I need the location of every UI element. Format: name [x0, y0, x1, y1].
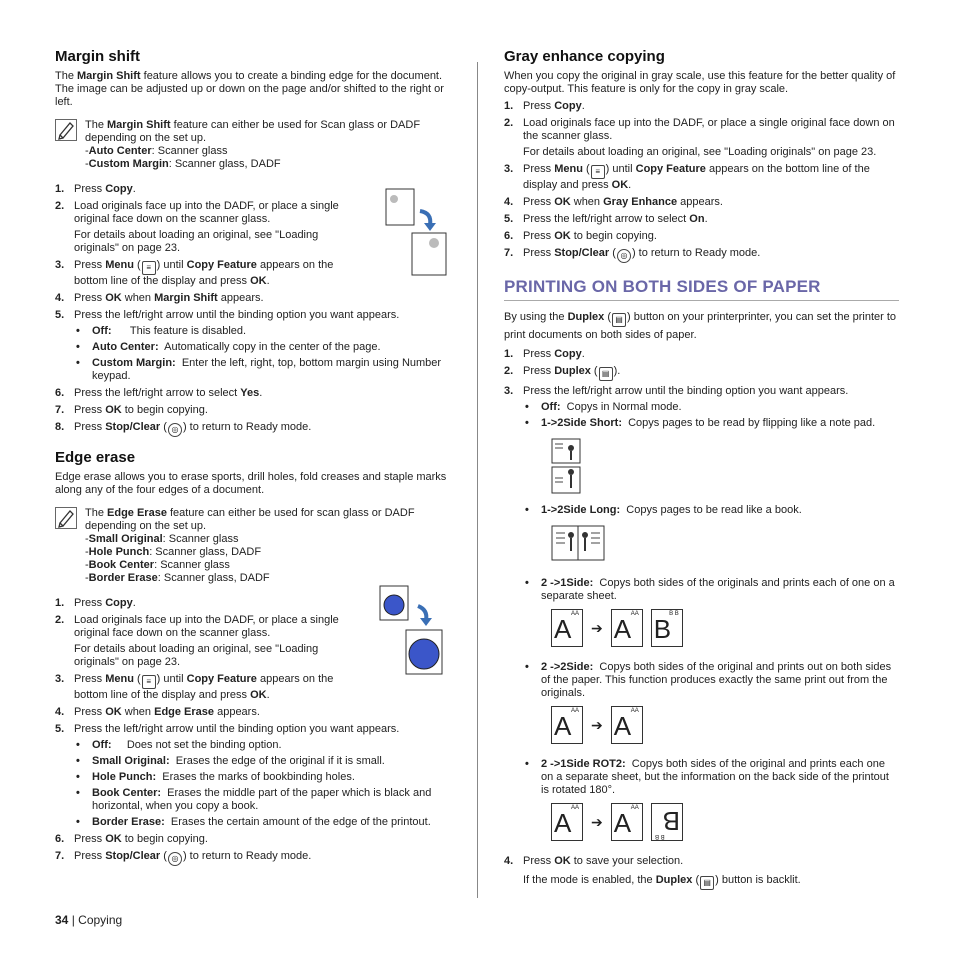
- edge-erase-intro: Edge erase allows you to erase sports, drill holes, fold creases and staple marks along any of the four edges of a document.: [55, 471, 447, 496]
- margin-shift-heading: Margin shift: [55, 48, 140, 65]
- margin-shift-illustration: [380, 183, 448, 277]
- menu-icon: ≡: [142, 261, 156, 275]
- list-item: 6. Press the left/right arrow to select Yes.: [55, 387, 263, 399]
- arrow-icon: ➔: [591, 813, 603, 830]
- list-item: 4. Press OK when Edge Erase appears.: [55, 706, 260, 718]
- option-item: • 2 ->1Side: Copys both sides of the originals and prints each of one on a separate sheet. A AA ➔ A AA B B B: [523, 577, 899, 647]
- right-column: [504, 48, 899, 894]
- list-item: 5. Press the left/right arrow to select On.: [504, 213, 708, 225]
- option-item: • Border Erase: Erases the certain amount of the edge of the printout.: [74, 816, 450, 829]
- list-item: 1. Press Copy.: [504, 100, 585, 112]
- list-item: 3. Press the left/right arrow until the binding option you want appears. • Off: Copys in Normal mode. • 1->2Side Short: Copys pages to be read by flipping like a note pad. • 1->2Side Long: Copys pages to be read like a book. • 2 ->1Side: Copys both sides of the originals and prints each of one on a separate sheet. A AA ➔ A AA B B B • 2 ->2Side: Copys both sides of the original and prints out on both sides of the paper. This function produces exactly the same print out from the originals. A AA ➔ A AA • 2 ->1Side ROT2: Copys both sides of the original and prints each one on a separate sheet, but the information on the back side of the printout is rotated 180°. A AA ➔ A AA B B B: [504, 385, 899, 841]
- menu-icon: ≡: [591, 165, 605, 179]
- list-item: 4. Press OK when Margin Shift appears.: [55, 292, 264, 304]
- option-item: • Off: Copys in Normal mode.: [523, 401, 899, 414]
- option-item: • Small Original: Erases the edge of the original if it is small.: [74, 755, 450, 768]
- gray-enhance-intro: When you copy the original in gray scale, use this feature for the better quality of copy-output. This feature is only for the copy in gray scale.: [504, 70, 896, 95]
- option-item: • Off: This feature is disabled.: [74, 325, 450, 338]
- margin-shift-intro: The Margin Shift feature allows you to create a binding edge for the document. The image can be adjusted up or down on the page and/or shifted to the right or left.: [55, 70, 444, 108]
- list-item: 5. Press the left/right arrow until the binding option you want appears. • Off: Does not set the binding option. • Small Original: Erases the edge of the original if it is small. • Hole Punch: Erases the marks of bookbinding holes. • Book Center: Erases the middle part of the paper which is black and horizontal, when you copy a book. • Border Erase: Erases the certain amount of the edge of the printout.: [55, 723, 450, 829]
- list-item: 2. Load originals face up into the DADF, or place a single original face down on the scanner glass. For details about loading an original, see "Loading originals" on page 23.: [55, 200, 339, 254]
- two-to-two-diagram: A AA ➔ A AA: [551, 706, 899, 744]
- duplex-heading: PRINTING ON BOTH SIDES OF PAPER: [504, 277, 899, 301]
- option-item: • Auto Center: Automatically copy in the center of the page.: [74, 341, 450, 354]
- list-item: 2. Press Duplex ( ▤ ).: [504, 365, 899, 381]
- edge-erase-illustration: [378, 584, 444, 678]
- list-item: 2. Load originals face up into the DADF, or place a single original face down on the scanner glass. For details about loading an original, see "Loading originals" on page 23.: [504, 117, 895, 158]
- option-item: • 1->2Side Long: Copys pages to be read like a book.: [523, 504, 899, 563]
- list-item: 7. Press Stop/Clear ( ◎ ) to return to Ready mode.: [55, 850, 450, 866]
- list-item: 6. Press OK to begin copying.: [504, 230, 657, 242]
- left-column: [55, 48, 450, 870]
- option-item: • Off: Does not set the binding option.: [74, 739, 450, 752]
- long-edge-illustration: [551, 525, 607, 563]
- arrow-icon: ➔: [591, 619, 603, 636]
- arrow-icon: ➔: [591, 716, 603, 733]
- option-item: • Book Center: Erases the middle part of the paper which is black and horizontal, when you copy a book.: [74, 787, 450, 813]
- list-item: 4. Press OK to save your selection. If the mode is enabled, the Duplex ( ▤ ) button is backlit.: [504, 855, 899, 890]
- gray-enhance-steps: [504, 100, 899, 263]
- section-name: Copying: [78, 913, 123, 927]
- note-icon: [55, 507, 77, 529]
- edge-erase-heading: Edge erase: [55, 449, 136, 466]
- list-item: 5. Press the left/right arrow until the binding option you want appears. • Off: This feature is disabled. • Auto Center: Automatically copy in the center of the page. • Custom Margin: Enter the left, right, top, bottom margin using Number keypad.: [55, 309, 450, 383]
- list-item: 2. Load originals face up into the DADF, or place a single original face down on the scanner glass. For details about loading an original, see "Loading originals" on page 23.: [55, 614, 339, 668]
- stop-clear-icon: ◎: [168, 852, 182, 866]
- list-item: 1. Press Copy.: [55, 183, 136, 195]
- list-item: 3. Press Menu ( ≡ ) until Copy Feature appears on the bottom line of the display and press OK.: [504, 163, 870, 191]
- gray-enhance-heading: Gray enhance copying: [504, 48, 665, 65]
- duplex-icon: ▤: [599, 367, 613, 381]
- list-item: 7. Press OK to begin copying.: [55, 404, 208, 416]
- margin-shift-note: The Margin Shift feature can either be used for Scan glass or DADF depending on the set up. -Auto Center: Scanner glass -Custom Margin: Scanner glass, DADF: [55, 119, 450, 171]
- list-item: 6. Press OK to begin copying.: [55, 833, 208, 845]
- duplex-icon: ▤: [700, 876, 714, 890]
- list-item: 1. Press Copy.: [504, 348, 585, 360]
- two-to-one-diagram: A AA ➔ A AA B B B: [551, 609, 899, 647]
- option-item: • 1->2Side Short: Copys pages to be read by flipping like a note pad.: [523, 417, 899, 494]
- option-item: • 2 ->1Side ROT2: Copys both sides of the original and prints each one on a separate sheet, but the information on the back side of the printout is rotated 180°. A AA ➔ A AA B B B: [523, 758, 899, 841]
- stop-clear-icon: ◎: [168, 423, 182, 437]
- list-item: 8. Press Stop/Clear ( ◎ ) to return to Ready mode.: [55, 421, 450, 437]
- option-item: • 2 ->2Side: Copys both sides of the original and prints out on both sides of the paper. This function produces exactly the same print out from the originals. A AA ➔ A AA: [523, 661, 899, 744]
- list-item: 3. Press Menu ( ≡ ) until Copy Feature appears on the bottom line of the display and press OK.: [55, 259, 334, 287]
- list-item: 7. Press Stop/Clear ( ◎ ) to return to Ready mode.: [504, 247, 899, 263]
- short-edge-illustration: [551, 438, 583, 494]
- duplex-intro: By using the Duplex ( ▤ ) button on your printerprinter, you can set the printer to print documents on both sides of paper.: [504, 311, 897, 341]
- list-item: 3. Press Menu ( ≡ ) until Copy Feature appears on the bottom line of the display and press OK.: [55, 673, 334, 701]
- duplex-icon: ▤: [612, 313, 626, 327]
- menu-icon: ≡: [142, 675, 156, 689]
- option-item: • Custom Margin: Enter the left, right, top, bottom margin using Number keypad.: [74, 357, 450, 383]
- stop-clear-icon: ◎: [617, 249, 631, 263]
- note-icon: [55, 119, 77, 141]
- edge-erase-note: The Edge Erase feature can either be used for scan glass or DADF depending on the set up. -Small Original: Scanner glass -Hole Punch: Scanner glass, DADF -Book Center: Scanner glass -Border Erase: Scanner glass, DADF: [55, 507, 450, 585]
- list-item: 4. Press OK when Gray Enhance appears.: [504, 196, 723, 208]
- column-divider: [477, 62, 478, 898]
- list-item: 1. Press Copy.: [55, 597, 136, 609]
- page-number: 34: [55, 913, 69, 927]
- duplex-steps: [504, 348, 899, 890]
- rot2-diagram: A AA ➔ A AA B B B: [551, 803, 899, 841]
- page-footer: 34 | Copying: [55, 913, 123, 927]
- option-item: • Hole Punch: Erases the marks of bookbinding holes.: [74, 771, 450, 784]
